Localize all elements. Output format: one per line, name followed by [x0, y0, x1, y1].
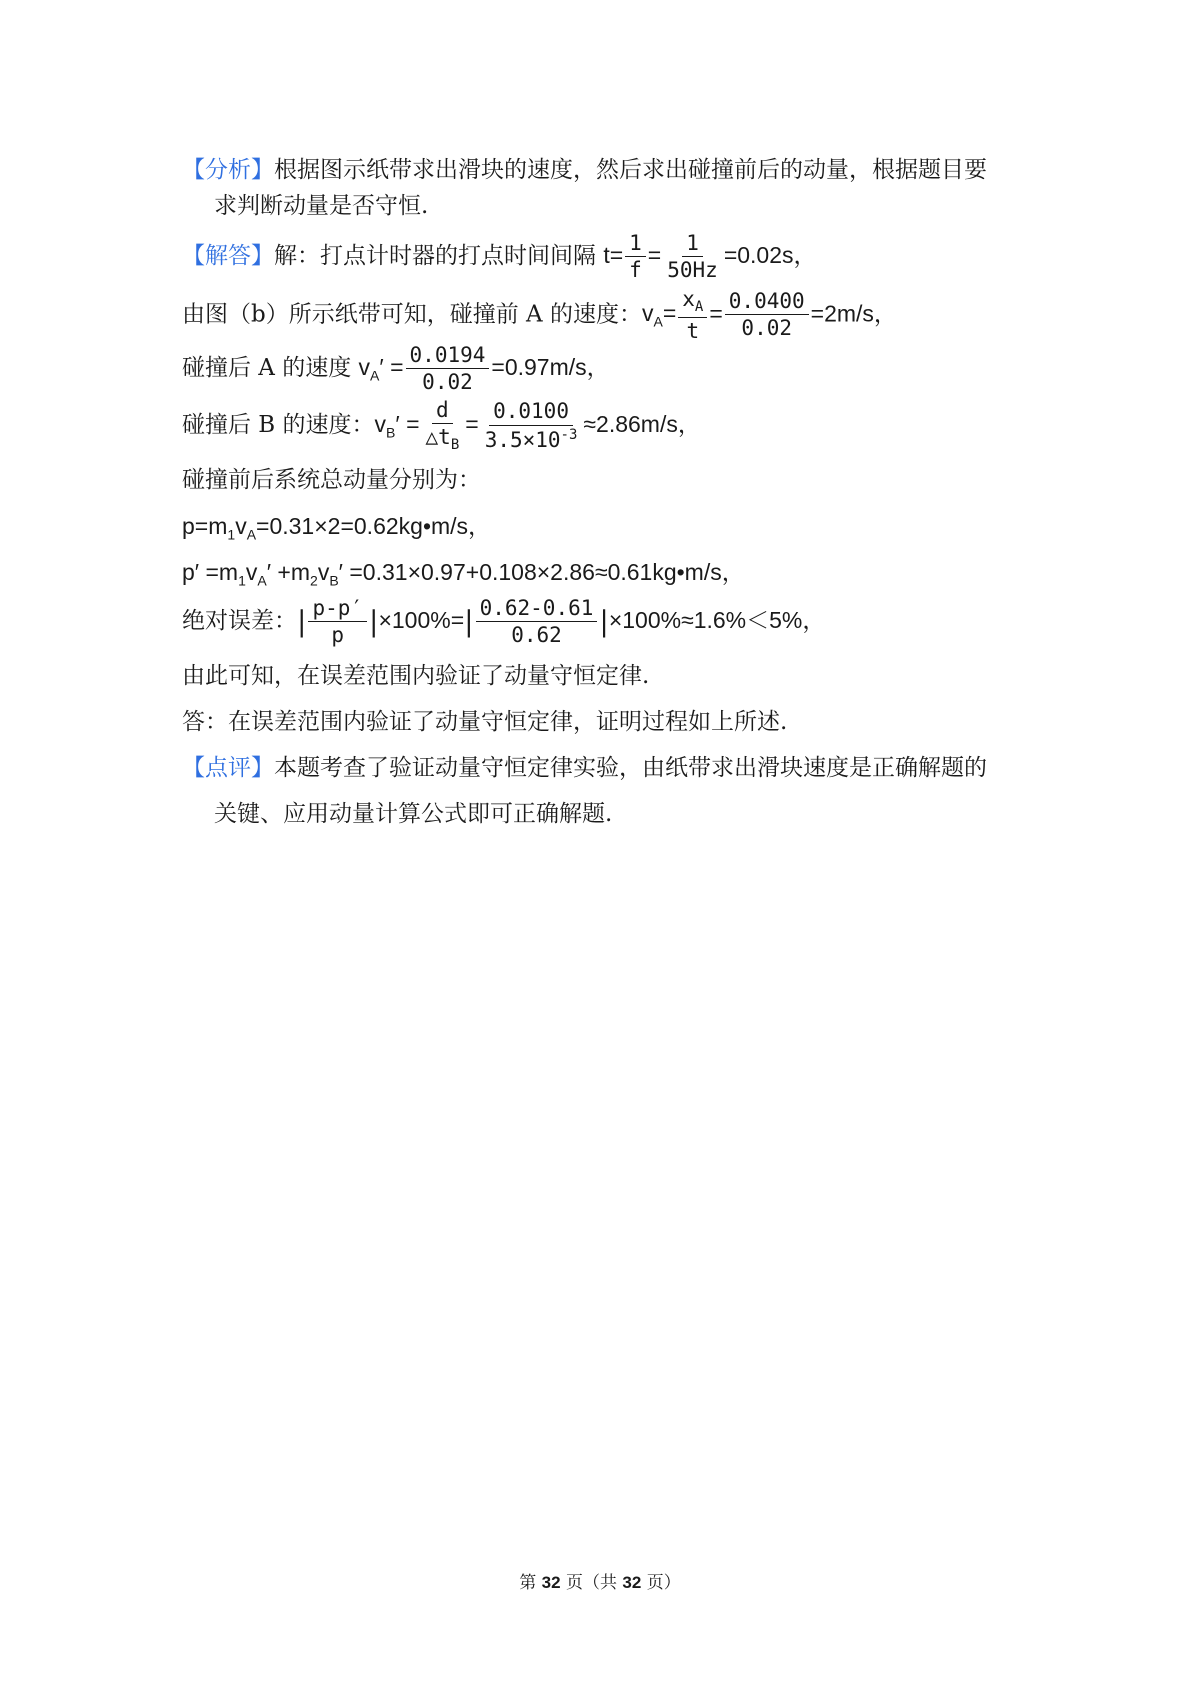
t-result: =0.02s，: [723, 242, 817, 268]
analysis-text: 根据图示纸带求出滑块的速度，然后求出碰撞前后的动量，根据题目要: [274, 157, 987, 183]
frac-0100-over-35e-3: $\frac{0.0100}{3.5\times 10^{-3}}$: [484, 399, 578, 452]
answer-line: 答：在误差范围内验证了动量守恒定律，证明过程如上所述.: [182, 709, 788, 735]
frac-062-061-over-062: $\frac{0.62-0.61}{0.62}$: [476, 597, 598, 647]
frac-1-over-50hz: $\frac{1}{50Hz}$: [667, 230, 718, 282]
frac-0194-over-002: $\frac{0.0194}{0.02}$: [406, 344, 490, 394]
frac-1-over-f: $\frac{1}{f}$: [625, 232, 646, 282]
analysis-text-cont: 求判断动量是否守恒.: [214, 193, 429, 219]
comment-tag: 【点评】: [182, 755, 274, 781]
conclusion-line: 由此可知，在误差范围内验证了动量守恒定律.: [182, 663, 650, 689]
t-lhs: t=: [603, 242, 624, 268]
frac-xa-over-t: $\frac{x_A}{t}$: [678, 288, 707, 343]
frac-d-over-dtb: $\frac{d}{\triangle t_B}$: [425, 397, 460, 453]
comment-line-1: 【点评】本题考查了验证动量守恒定律实验，由纸带求出滑块速度是正确解题的: [182, 755, 987, 781]
analysis-line-1: [182, 150, 987, 190]
solution-intro: 解：打点计时器的打点时间间隔: [274, 243, 604, 269]
page-footer: 第 32 页（共 32 页）: [519, 1573, 681, 1593]
va-after-line: 碰撞后 A 的速度 $v_A'$ = $\frac{0.0194}{0.02}$ =0.97m/s，: [182, 342, 610, 394]
solution-tag: 【解答】: [182, 243, 274, 269]
frac-p-diff-over-p: $\frac{p-p'}{p}$: [308, 597, 367, 647]
analysis-tag: 【分析】: [182, 157, 274, 183]
solution-line: 【解答】解：打点计时器的打点时间间隔 t= $\frac{1}{f}$ = $\frac{1}{50Hz}$ =0.02s，: [182, 230, 817, 282]
error-line: 绝对误差：| $\frac{p-p'}{p}$ |×100%=| $\frac{0.62-0.61}{0.62}$ |×100%≈1.6%＜5%，: [182, 595, 826, 647]
vb-line: 碰撞后 B 的速度：$v_B'$ = $\frac{d}{\triangle t_B}$ = $\frac{0.0100}{3.5\times 10^{-3}}$ ≈2.86m/s，: [182, 397, 701, 453]
p-prime-line: $p' =m_1v_A' +m_2v_B'$ =0.31×0.97+0.108×2.86≈0.61kg•m/s，: [182, 559, 745, 589]
page-number: 32: [541, 1573, 561, 1592]
p-line: $p=m_1v_A=0.31\times 2=0.62kg•m/s$，: [182, 513, 492, 543]
comment-line-2: 关键、应用动量计算公式即可正确解题.: [214, 801, 613, 827]
total-momentum-line: 碰撞前后系统总动量分别为：: [182, 467, 481, 493]
page-total: 32: [622, 1573, 642, 1592]
analysis-line-2: [214, 186, 428, 226]
frac-0400-over-002: $\frac{0.0400}{0.02}$: [725, 290, 809, 340]
va-line: 由图（b）所示纸带可知，碰撞前 A 的速度：$v_A=$ $\frac{x_A}{t}$ = $\frac{0.0400}{0.02}$ =2m/s，: [182, 287, 897, 343]
